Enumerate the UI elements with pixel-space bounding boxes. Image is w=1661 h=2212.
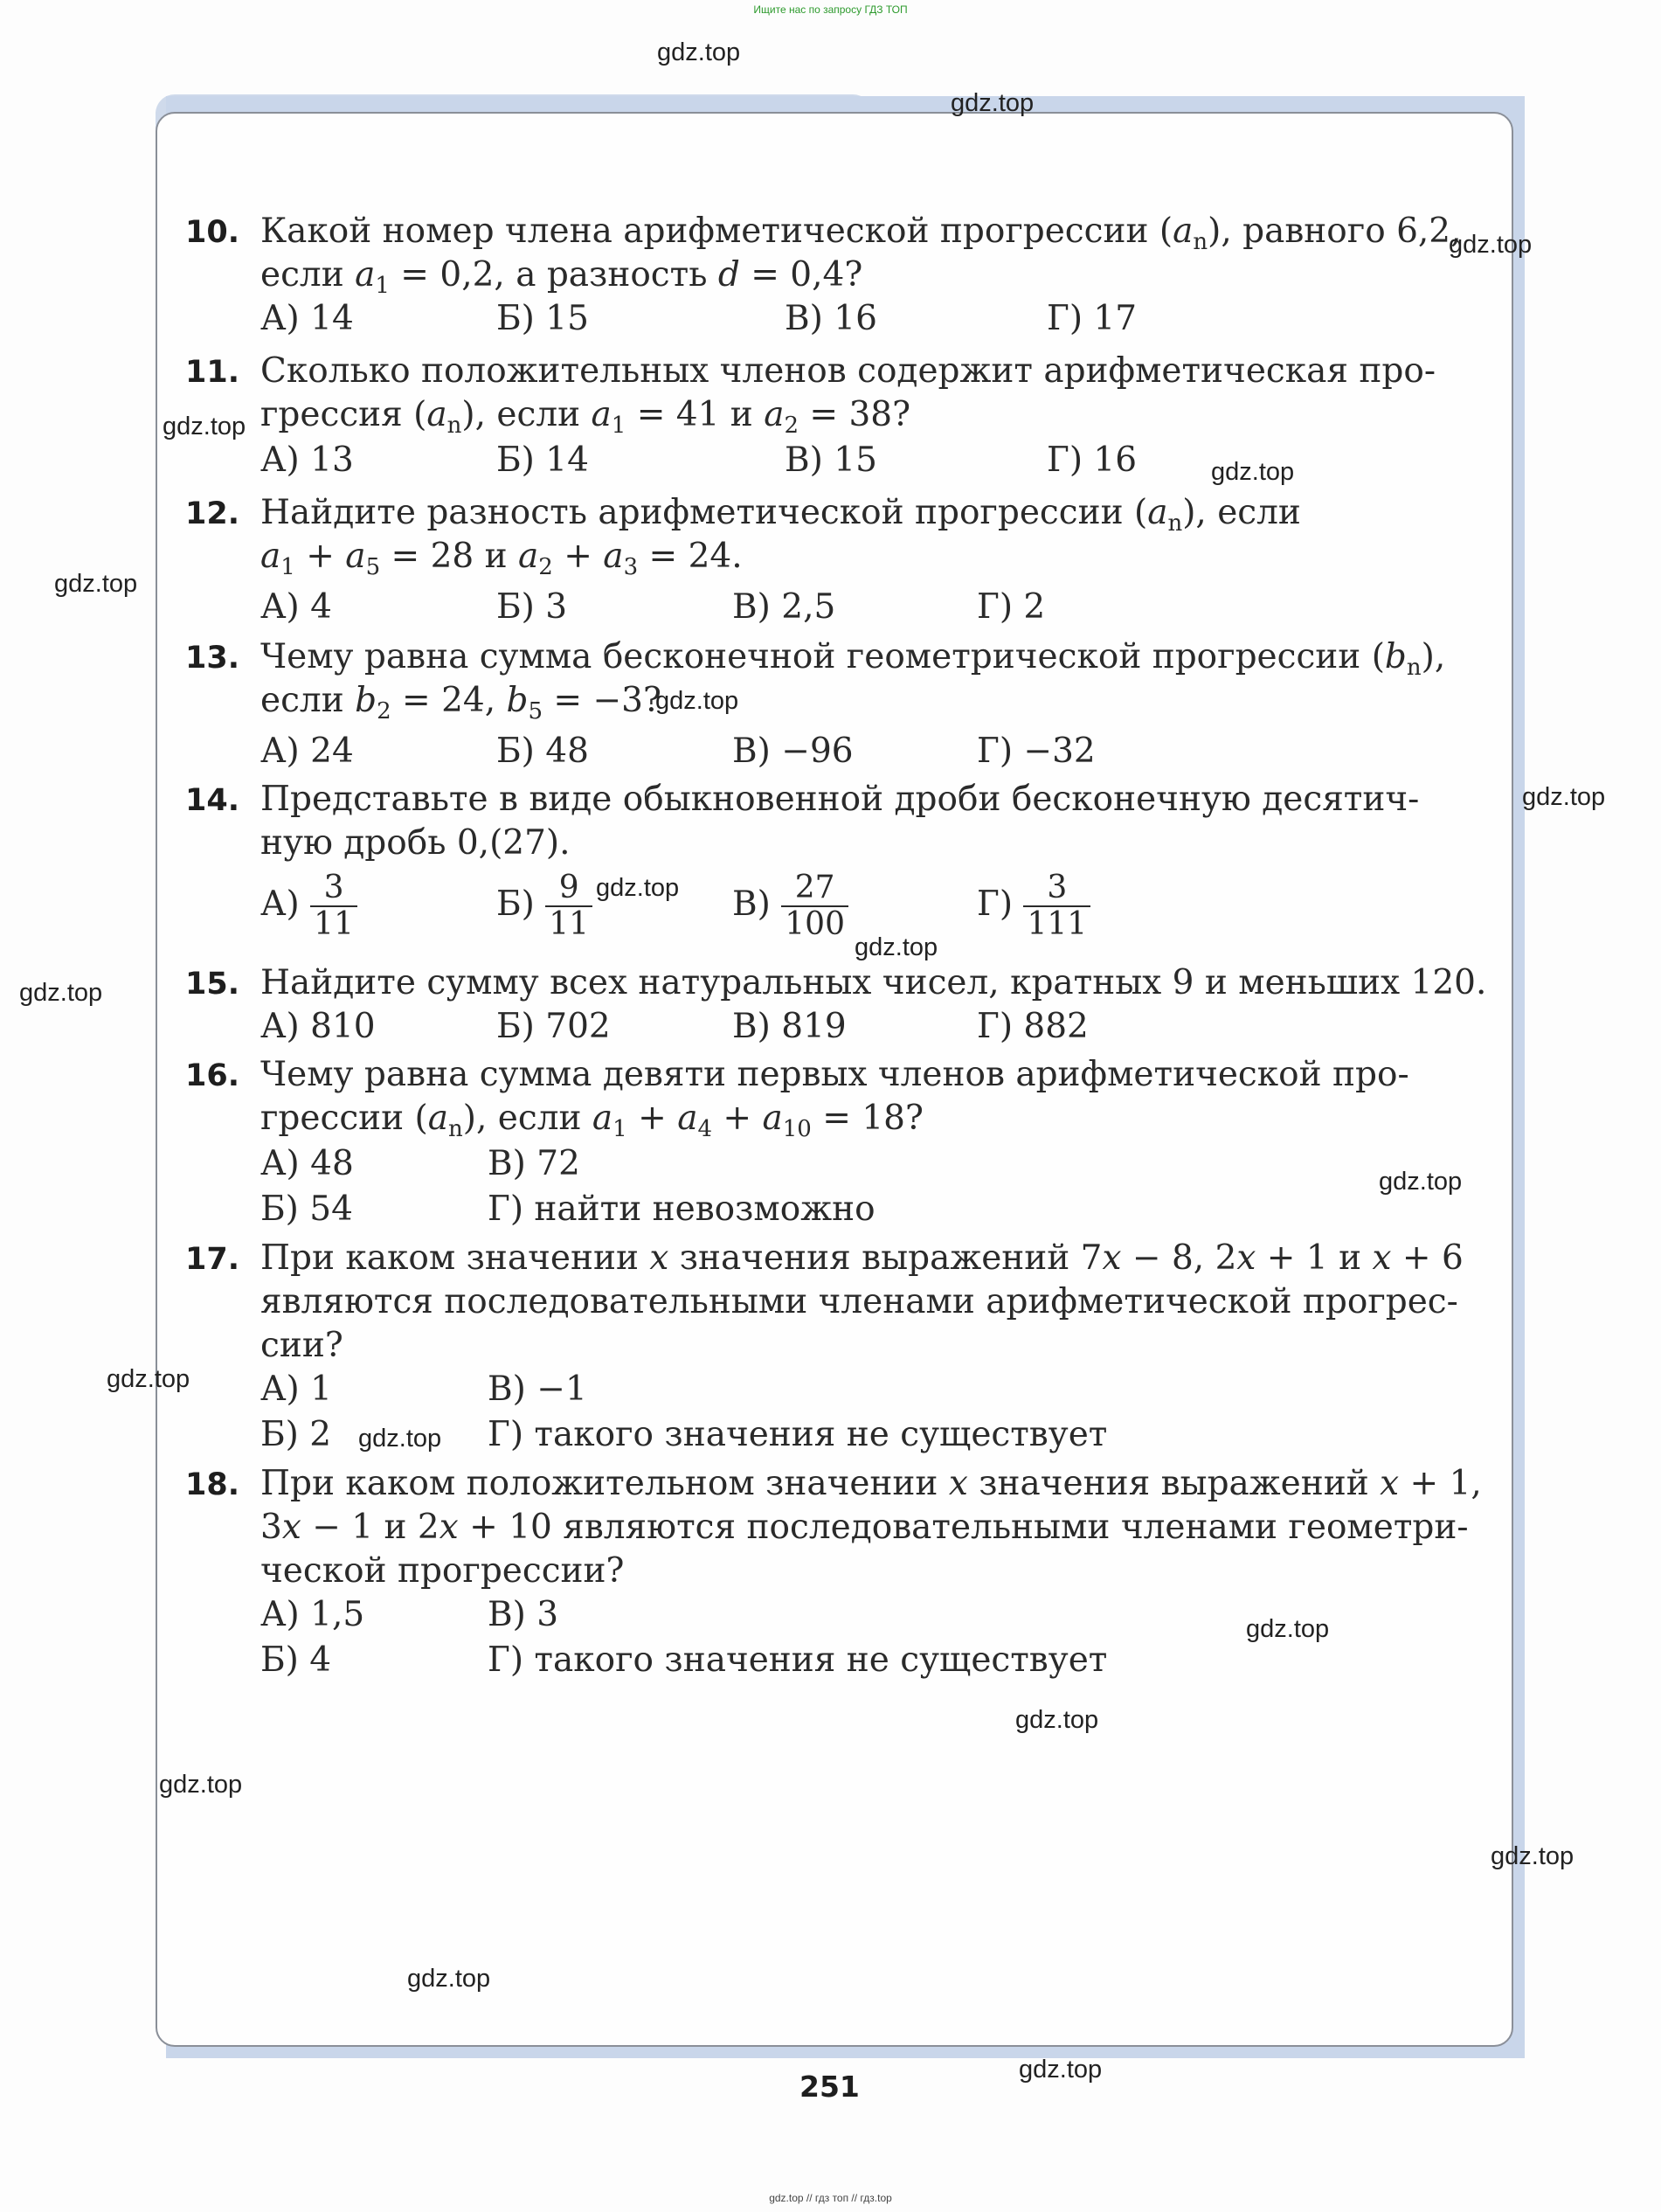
answer-option[interactable]: А) 14	[260, 299, 354, 338]
watermark: gdz.top	[54, 570, 138, 598]
watermark: gdz.top	[1449, 231, 1533, 259]
watermark: gdz.top	[19, 979, 103, 1007]
answer-option[interactable]: Б) 54	[260, 1189, 353, 1229]
question-text: ную дробь 0,(27).	[260, 823, 571, 863]
question-text: $a_1 + a_5 = 28$ и $a_2 + a_3 = 24$.	[260, 537, 743, 580]
question-text: если $a_1 = 0,2$, а разность d = 0,4?	[260, 255, 863, 299]
question-text: 3x − 1 и 2x + 10 являются последовательными членами геометри-	[260, 1508, 1469, 1547]
watermark: gdz.top	[1522, 783, 1606, 811]
answer-option[interactable]: А) $\frac{3}{11}$	[260, 870, 357, 942]
answer-option[interactable]: Г) 2	[977, 587, 1046, 627]
answer-option[interactable]: А) 4	[260, 587, 332, 627]
answer-option[interactable]: В) 819	[732, 1007, 847, 1046]
watermark: gdz.top	[855, 933, 938, 961]
answer-option[interactable]: Б) 4	[260, 1640, 332, 1680]
question-text: Какой номер члена арифметической прогрессии $(a_n)$, равного 6,2,	[260, 211, 1462, 255]
question-text: При каком значении x значения выражений 7x − 8, 2x + 1 и x + 6	[260, 1238, 1464, 1278]
answer-option[interactable]: В) 3	[488, 1595, 559, 1634]
watermark: gdz.top	[358, 1425, 442, 1453]
question-number: 13.	[185, 641, 240, 676]
footer-note: gdz.top // гдз топ // гдз.top	[769, 2192, 892, 2204]
answer-option[interactable]: Б) 2	[260, 1415, 332, 1454]
fraction: $\frac{9}{11}$	[545, 870, 592, 942]
question-text: При каком положительном значении x значения выражений x + 1,	[260, 1464, 1482, 1503]
answer-option[interactable]: А) 13	[260, 440, 354, 480]
answer-option[interactable]: Г) $\frac{3}{111}$	[977, 870, 1090, 942]
answer-option[interactable]: В) $\frac{27}{100}$	[732, 870, 848, 942]
question-number: 10.	[185, 215, 240, 250]
question-text: Чему равна сумма девяти первых членов арифметической про-	[260, 1055, 1409, 1094]
question-number: 16.	[185, 1058, 240, 1093]
answer-option[interactable]: Б) 3	[496, 587, 568, 627]
question-text: ческой прогрессии?	[260, 1551, 625, 1591]
answer-option[interactable]: Б) 15	[496, 299, 589, 338]
answer-option[interactable]: Г) 16	[1047, 440, 1138, 480]
answer-option[interactable]: Г) 882	[977, 1007, 1089, 1046]
watermark: gdz.top	[657, 38, 741, 66]
fraction: $\frac{27}{100}$	[781, 870, 848, 942]
question-text: Чему равна сумма бесконечной геометрической прогрессии $(b_n)$,	[260, 637, 1446, 681]
top-note: Ищите нас по запросу ГДЗ ТОП	[753, 3, 908, 16]
question-text: грессия $(a_n)$, если $a_1 = 41$ и $a_2 = 38$?	[260, 395, 911, 439]
watermark: gdz.top	[407, 1965, 491, 1993]
question-number: 12.	[185, 496, 240, 531]
answer-option[interactable]: В) −96	[732, 732, 854, 771]
answer-option[interactable]: Б) 702	[496, 1007, 611, 1046]
answer-option[interactable]: Г) такого значения не существует	[488, 1415, 1108, 1454]
question-text: Сколько положительных членов содержит арифметическая про-	[260, 351, 1436, 391]
question-text: являются последовательными членами арифметической прогрес-	[260, 1282, 1458, 1321]
watermark: gdz.top	[1211, 458, 1295, 486]
watermark: gdz.top	[1019, 2056, 1103, 2084]
answer-option[interactable]: В) 15	[785, 440, 877, 480]
watermark: gdz.top	[163, 413, 246, 440]
question-text: Найдите разность арифметической прогрессии $(a_n)$, если	[260, 493, 1301, 537]
answer-option[interactable]: Б) $\frac{9}{11}$	[496, 870, 592, 942]
answer-option[interactable]: А) 1	[260, 1369, 332, 1409]
question-number: 17.	[185, 1242, 240, 1277]
answer-option[interactable]: В) 72	[488, 1144, 580, 1183]
answer-option[interactable]: А) 810	[260, 1007, 376, 1046]
answer-option[interactable]: А) 24	[260, 732, 354, 771]
answer-option[interactable]: В) −1	[488, 1369, 587, 1409]
question-text: грессии $(a_n)$, если $a_1 + a_4 + a_{10} = 18$?	[260, 1099, 924, 1142]
watermark: gdz.top	[1379, 1168, 1463, 1196]
fraction: $\frac{3}{11}$	[310, 870, 357, 942]
answer-option[interactable]: В) 2,5	[732, 587, 836, 627]
question-number: 15.	[185, 967, 240, 1002]
answer-option[interactable]: Б) 48	[496, 732, 589, 771]
answer-option[interactable]: Г) −32	[977, 732, 1096, 771]
watermark: gdz.top	[1015, 1706, 1099, 1734]
question-text: сии?	[260, 1326, 343, 1365]
watermark: gdz.top	[159, 1771, 243, 1799]
watermark: gdz.top	[1246, 1615, 1330, 1643]
watermark: gdz.top	[951, 89, 1035, 117]
answer-option[interactable]: Г) 17	[1047, 299, 1138, 338]
question-number: 14.	[185, 783, 240, 818]
watermark: gdz.top	[1491, 1842, 1574, 1870]
fraction: $\frac{3}{111}$	[1023, 870, 1090, 942]
question-text: Представьте в виде обыкновенной дроби бесконечную десятич-	[260, 780, 1420, 819]
page-number: 251	[799, 2070, 860, 2104]
answer-option[interactable]: А) 1,5	[260, 1595, 365, 1634]
question-text: если $b_2 = 24$, $b_5 = -3$?	[260, 681, 661, 725]
question-text: Найдите сумму всех натуральных чисел, кратных 9 и меньших 120.	[260, 963, 1487, 1002]
watermark: gdz.top	[596, 874, 680, 902]
answer-option[interactable]: Г) такого значения не существует	[488, 1640, 1108, 1680]
answer-option[interactable]: В) 16	[785, 299, 877, 338]
watermark: gdz.top	[107, 1365, 190, 1393]
answer-option[interactable]: А) 48	[260, 1144, 354, 1183]
answer-option[interactable]: Г) найти невозможно	[488, 1189, 875, 1229]
question-number: 18.	[185, 1467, 240, 1502]
answer-option[interactable]: Б) 14	[496, 440, 589, 480]
watermark: gdz.top	[655, 687, 739, 715]
question-number: 11.	[185, 355, 240, 390]
